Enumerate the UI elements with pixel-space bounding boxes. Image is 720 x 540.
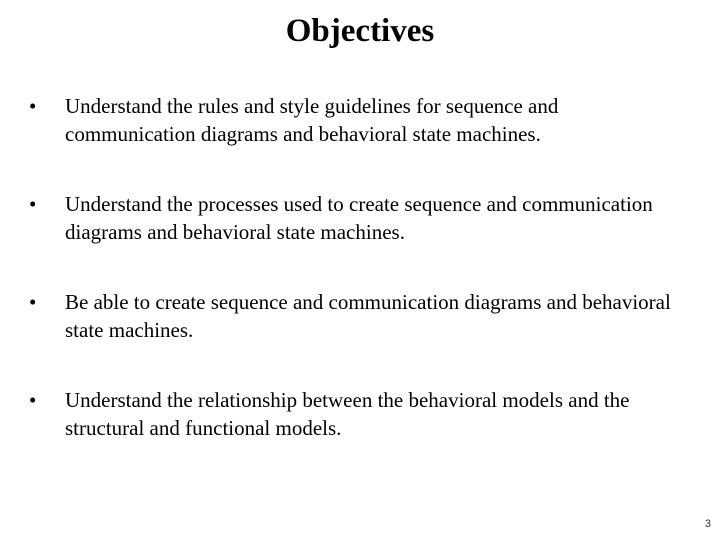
slide-title: Objectives [285, 13, 435, 49]
bullet-text: Understand the processes used to create sequence and communication diagrams and behavioral state machines. [65, 192, 653, 244]
bullet-text: Understand the rules and style guidelines for sequence and communication diagrams and behavioral state machines. [65, 94, 559, 146]
objectives-list [29, 92, 689, 484]
bullet-icon: • [29, 388, 37, 412]
page-number: 3 [704, 518, 711, 530]
bullet-icon: • [29, 192, 37, 216]
list-item [29, 190, 689, 246]
bullet-text: Be able to create sequence and communication diagrams and behavioral state machines. [65, 290, 671, 342]
list-item [29, 92, 689, 148]
bullet-icon: • [29, 94, 37, 118]
list-item [29, 288, 689, 344]
bullet-text: Understand the relationship between the behavioral models and the structural and functional models. [65, 388, 630, 440]
list-item [29, 386, 689, 442]
bullet-icon: • [29, 290, 37, 314]
